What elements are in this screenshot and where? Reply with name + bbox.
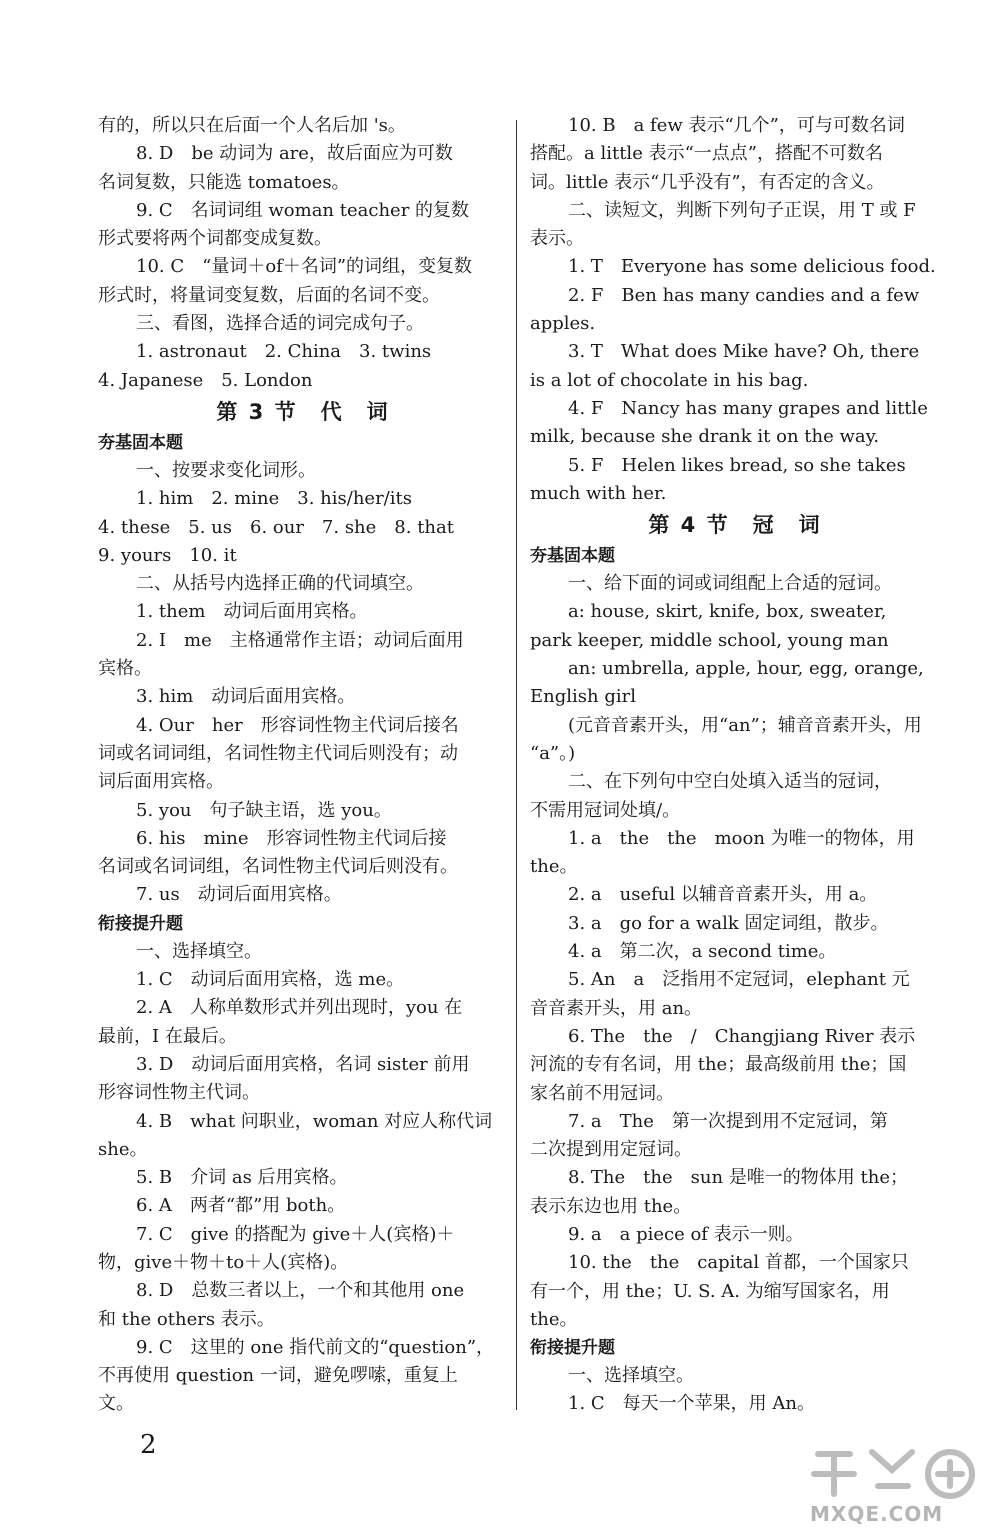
text-line-indented: 6. The the / Changjiang River 表示 — [568, 1025, 916, 1047]
subsection-title: 夯基固本题 — [530, 546, 615, 567]
text-line-indented: 一、选择填空。 — [136, 940, 262, 962]
text-line: 表示东边也用 the。 — [530, 1195, 692, 1217]
text-line-indented: 9. a a piece of 表示一则。 — [568, 1223, 804, 1245]
text-line: English girl — [530, 686, 636, 708]
text-line: “a”。) — [530, 742, 576, 764]
watermark-icon — [800, 1440, 990, 1504]
text-line: is a lot of chocolate in his bag. — [530, 369, 809, 391]
text-line-indented: 1. a the the moon 为唯一的物体，用 — [568, 827, 915, 849]
text-line-indented: 5. you 句子缺主语，选 you。 — [136, 799, 392, 821]
text-line-indented: 2. A 人称单数形式并列出现时，you 在 — [136, 997, 463, 1019]
text-line-indented: 1. C 动词后面用宾格，选 me。 — [136, 969, 405, 991]
text-line-indented: 8. The the sun 是唯一的物体用 the； — [568, 1167, 908, 1189]
text-line-indented: 6. A 两者“都”用 both。 — [136, 1195, 346, 1217]
text-line: 词。little 表示“几乎没有”，有否定的含义。 — [530, 171, 885, 193]
text-line-indented: 二、在下列句中空白处填入适当的冠词， — [568, 771, 892, 793]
text-line-indented: 4. a 第二次，a second time。 — [568, 941, 837, 963]
text-line: 有的，所以只在后面一个人名后加 's。 — [98, 115, 406, 136]
text-line-indented: 3. him 动词后面用宾格。 — [136, 686, 356, 708]
text-line-indented: 1. them 动词后面用宾格。 — [136, 601, 368, 623]
page-number: 2 — [140, 1430, 157, 1460]
text-line-indented: 4. F Nancy has many grapes and little — [568, 397, 928, 419]
section-title: 第 4 节 冠 词 — [648, 513, 822, 538]
subsection-title: 衔接提升题 — [530, 1338, 615, 1359]
text-line-indented: 1. C 每天一个苹果，用 An。 — [568, 1393, 815, 1415]
text-line-indented: 4. B what 问职业，woman 对应人称代词 — [136, 1110, 493, 1132]
text-line-indented: 3. T What does Mike have? Oh, there — [568, 341, 920, 363]
text-line-indented: 7. C give 的搭配为 give＋人(宾格)＋ — [136, 1223, 455, 1245]
text-line-indented: a: house, skirt, knife, box, sweater, — [568, 601, 887, 623]
text-line-indented: 7. a The 第一次提到用不定冠词，第 — [568, 1110, 888, 1132]
text-line: 和 the others 表示。 — [98, 1308, 275, 1330]
text-line: 音音素开头，用 an。 — [530, 997, 703, 1019]
text-line-indented: 一、选择填空。 — [568, 1365, 694, 1387]
text-line-indented: 10. C “量词＋of＋名词”的词组，变复数 — [136, 256, 473, 278]
text-line-indented: 二、从括号内选择正确的代词填空。 — [136, 573, 424, 595]
text-line-indented: an: umbrella, apple, hour, egg, orange, — [568, 658, 924, 680]
text-line-indented: 5. B 介词 as 后用宾格。 — [136, 1167, 348, 1189]
text-line: 不再使用 question 一词，避免啰嗦，重复上 — [98, 1365, 458, 1387]
text-line-indented: 8. D be 动词为 are，故后面应为可数 — [136, 143, 453, 165]
text-line: 二次提到用定冠词。 — [530, 1139, 692, 1161]
watermark-text: MXQE.COM — [810, 1502, 944, 1526]
text-line: she。 — [98, 1138, 148, 1160]
text-line-indented: 6. his mine 形容词性物主代词后接 — [136, 827, 447, 849]
text-line-indented: 2. a useful 以辅音音素开头，用 a。 — [568, 884, 878, 906]
subsection-title: 衔接提升题 — [98, 913, 183, 934]
column-divider — [516, 120, 517, 1410]
text-line: 词或名词词组，名词性物主代词后则没有；动 — [98, 742, 458, 764]
text-line-indented: 5. An a 泛指用不定冠词，elephant 元 — [568, 969, 910, 991]
text-line: 9. yours 10. it — [98, 544, 237, 566]
text-line: 名词或名词词组，名词性物主代词后则没有。 — [98, 856, 458, 878]
text-line-indented: 4. Our her 形容词性物主代词后接名 — [136, 714, 459, 736]
text-line: 形容词性物主代词。 — [98, 1082, 260, 1104]
text-line: 物，give＋物＋to＋人(宾格)。 — [98, 1251, 349, 1273]
subsection-title: 夯基固本题 — [98, 432, 183, 453]
text-line: milk, because she drank it on the way. — [530, 426, 880, 448]
text-line-indented: 1. astronaut 2. China 3. twins — [136, 341, 432, 363]
text-line: the。 — [530, 1308, 578, 1330]
right-column — [530, 112, 940, 1419]
text-line: much with her. — [530, 482, 667, 504]
text-line-indented: 3. a go for a walk 固定词组，散步。 — [568, 912, 889, 934]
text-line: 4. these 5. us 6. our 7. she 8. that — [98, 516, 454, 538]
text-line: 形式要将两个词都变成复数。 — [98, 228, 332, 250]
text-line-indented: 5. F Helen likes bread, so she takes — [568, 454, 906, 476]
text-line-indented: 1. him 2. mine 3. his/her/its — [136, 488, 412, 510]
left-column — [98, 112, 508, 1419]
text-line: 最前，I 在最后。 — [98, 1025, 237, 1047]
text-line-indented: 9. C 这里的 one 指代前文的“question”， — [136, 1336, 495, 1358]
text-line: park keeper, middle school, young man — [530, 629, 889, 651]
text-line: 形式时，将量词变复数，后面的名词不变。 — [98, 284, 440, 306]
text-line: 不需用冠词处填/。 — [530, 799, 681, 821]
text-line-indented: 二、读短文，判断下列句子正误，用 T 或 F — [568, 199, 916, 221]
text-line-indented: 8. D 总数三者以上，一个和其他用 one — [136, 1280, 465, 1302]
watermark-logo — [800, 1440, 990, 1530]
text-line: 河流的专有名词，用 the；最高级前用 the；国 — [530, 1054, 907, 1076]
text-line: 表示。 — [530, 228, 584, 250]
text-line: 4. Japanese 5. London — [98, 369, 313, 391]
text-line: the。 — [530, 856, 578, 878]
text-line: apples. — [530, 313, 596, 335]
text-line: 家名前不用冠词。 — [530, 1082, 674, 1104]
text-line-indented: 10. B a few 表示“几个”，可与可数名词 — [568, 115, 905, 136]
text-line-indented: 一、按要求变化词形。 — [136, 459, 316, 481]
text-line: 词后面用宾格。 — [98, 771, 224, 793]
text-line-indented: 1. T Everyone has some delicious food. — [568, 256, 936, 278]
text-line-indented: 7. us 动词后面用宾格。 — [136, 884, 342, 906]
text-line-indented: 2. F Ben has many candies and a few — [568, 284, 920, 306]
text-line-indented: 一、给下面的词或词组配上合适的冠词。 — [568, 573, 892, 595]
text-line-indented: (元音音素开头，用“an”；辅音音素开头，用 — [568, 714, 922, 736]
text-line-indented: 3. D 动词后面用宾格，名词 sister 前用 — [136, 1053, 470, 1075]
text-line: 文。 — [98, 1393, 134, 1415]
text-line: 名词复数，只能选 tomatoes。 — [98, 171, 350, 193]
text-line: 宾格。 — [98, 658, 152, 680]
text-line-indented: 10. the the capital 首都，一个国家只 — [568, 1252, 909, 1274]
text-line: 有一个，用 the；U. S. A. 为缩写国家名，用 — [530, 1280, 890, 1302]
text-line-indented: 9. C 名词词组 woman teacher 的复数 — [136, 199, 470, 221]
text-line-indented: 2. I me 主格通常作主语；动词后面用 — [136, 629, 464, 651]
text-line: 搭配。a little 表示“一点点”，搭配不可数名 — [530, 143, 883, 165]
section-title: 第 3 节 代 词 — [216, 399, 390, 424]
text-line-indented: 三、看图，选择合适的词完成句子。 — [136, 313, 424, 335]
